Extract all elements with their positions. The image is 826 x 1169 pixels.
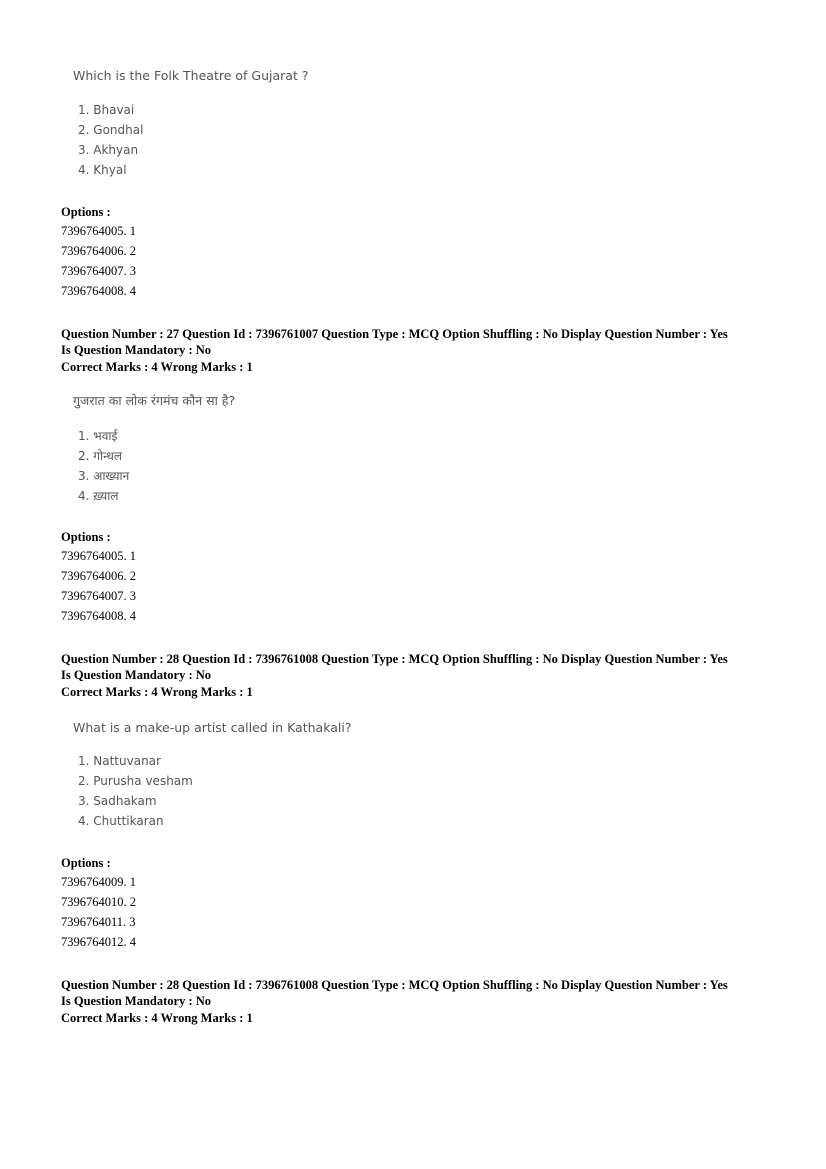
- option-row: 7396764006. 2: [61, 244, 136, 258]
- option-row: 7396764006. 2: [61, 569, 136, 583]
- meta-question-line: Question Number : 27 Question Id : 7396761007 Question Type : MCQ Option Shuffling : No Display Question Number : Yes: [61, 327, 728, 341]
- question-option: 3. आख्यान: [78, 469, 130, 483]
- options-heading: Options :: [61, 856, 111, 870]
- question-option: 1. भवाई: [78, 429, 118, 443]
- options-block: [61, 528, 136, 626]
- question-option: 1. Bhavai: [78, 103, 135, 117]
- question-option: 4. Khyal: [78, 163, 127, 177]
- option-row: 7396764005. 1: [61, 549, 136, 563]
- question-image: [73, 720, 351, 831]
- option-row: 7396764011. 3: [61, 915, 136, 929]
- option-row: 7396764012. 4: [61, 935, 136, 949]
- question-option: 2. Purusha vesham: [78, 774, 193, 788]
- meta-mandatory-line: Is Question Mandatory : No: [61, 668, 212, 682]
- option-row: 7396764008. 4: [61, 284, 136, 298]
- options-block: [61, 854, 136, 952]
- question-title: What is a make-up artist called in Kathakali?: [73, 720, 352, 735]
- question-title: गुजरात का लोक रंगमंच कौन सा है?: [73, 393, 236, 408]
- options-heading: Options :: [61, 530, 111, 544]
- question-title: Which is the Folk Theatre of Gujarat ?: [73, 68, 309, 83]
- meta-mandatory-line: Is Question Mandatory : No: [61, 994, 212, 1008]
- question-option: 3. Akhyan: [78, 143, 139, 157]
- option-row: 7396764005. 1: [61, 224, 136, 238]
- question-meta: [61, 651, 777, 702]
- question-option: 1. Nattuvanar: [78, 754, 161, 768]
- option-row: 7396764007. 3: [61, 264, 136, 278]
- meta-marks-line: Correct Marks : 4 Wrong Marks : 1: [61, 360, 253, 374]
- question-meta: [61, 977, 777, 1028]
- meta-marks-line: Correct Marks : 4 Wrong Marks : 1: [61, 685, 253, 699]
- question-image: [73, 393, 235, 506]
- option-row: 7396764010. 2: [61, 895, 136, 909]
- question-option: 2. Gondhal: [78, 123, 144, 137]
- meta-mandatory-line: Is Question Mandatory : No: [61, 343, 212, 357]
- question-meta: [61, 326, 777, 377]
- meta-question-line: Question Number : 28 Question Id : 7396761008 Question Type : MCQ Option Shuffling : No Display Question Number : Yes: [61, 652, 728, 666]
- option-row: 7396764008. 4: [61, 609, 136, 623]
- question-option-list: [73, 100, 308, 180]
- question-option: 4. Chuttikaran: [78, 814, 164, 828]
- options-heading: Options :: [61, 205, 111, 219]
- question-option: 3. Sadhakam: [78, 794, 157, 808]
- options-block: [61, 203, 136, 301]
- question-option-list: [73, 751, 351, 831]
- meta-marks-line: Correct Marks : 4 Wrong Marks : 1: [61, 1011, 253, 1025]
- question-option: 4. ख़्याल: [78, 489, 119, 503]
- option-row: 7396764009. 1: [61, 875, 136, 889]
- meta-question-line: Question Number : 28 Question Id : 7396761008 Question Type : MCQ Option Shuffling : No Display Question Number : Yes: [61, 978, 728, 992]
- option-row: 7396764007. 3: [61, 589, 136, 603]
- question-option-list: [73, 426, 235, 506]
- question-option: 2. गोन्धल: [78, 449, 122, 463]
- question-image: [73, 68, 308, 180]
